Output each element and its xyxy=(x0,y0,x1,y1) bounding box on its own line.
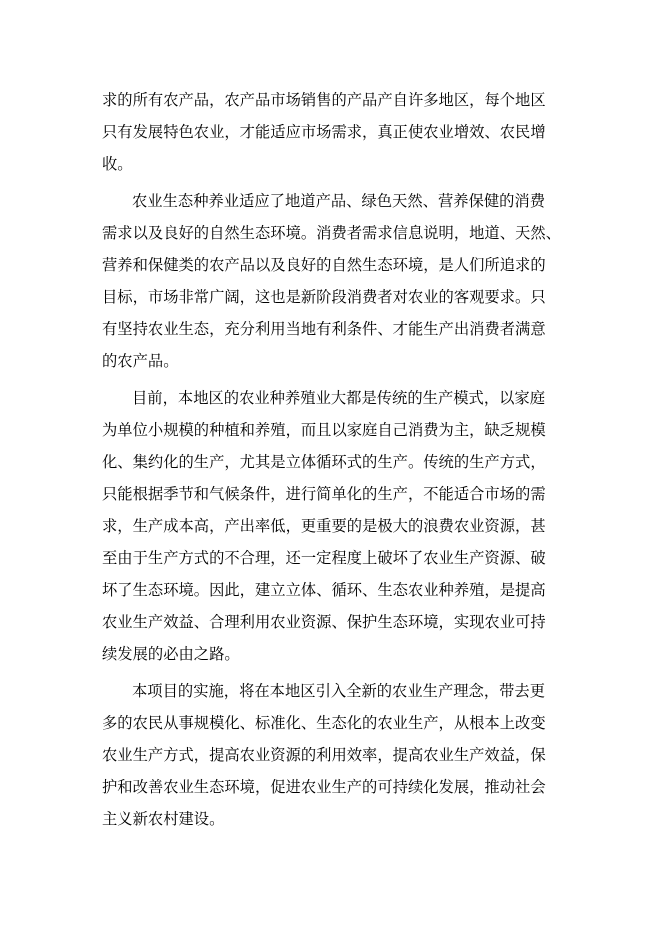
text-line: 的农产品。 xyxy=(102,352,179,370)
text-line: 只能根据季节和气候条件，进行简单化的生产，不能适合市场的需 xyxy=(102,485,546,503)
text-line: 化、集约化的生产，尤其是立体循环式的生产。传统的生产方式， xyxy=(102,453,546,471)
text-line: 求的所有农产品，农产品市场销售的产品产自许多地区，每个地区 xyxy=(102,91,546,109)
text-line: 续发展的必由之路。 xyxy=(102,645,240,663)
text-line: 坏了生态环境。因此，建立立体、循环、生态农业种养殖，是提高 xyxy=(102,581,546,599)
text-line: 需求以及良好的自然生态环境。消费者需求信息说明，地道、天然、 xyxy=(102,224,561,242)
text-line: 只有发展特色农业，才能适应市场需求，真正使农业增效、农民增 xyxy=(102,123,546,141)
text-line: 农业生产方式，提高农业资源的利用效率，提高农业生产效益，保 xyxy=(102,746,546,764)
text-line: 农业生态种养业适应了地道产品、绿色天然、营养保健的消费 xyxy=(132,192,546,210)
text-line: 护和改善农业生态环境，促进农业生产的可持续化发展，推动社会 xyxy=(102,778,546,796)
text-line: 目前，本地区的农业种养殖业大都是传统的生产模式，以家庭 xyxy=(132,389,546,407)
text-line: 农业生产效益、合理利用农业资源、保护生态环境，实现农业可持 xyxy=(102,613,546,631)
text-line: 本项目的实施，将在本地区引入全新的农业生产理念，带去更 xyxy=(132,682,546,700)
text-line: 求，生产成本高，产出率低，更重要的是极大的浪费农业资源，甚 xyxy=(102,517,546,535)
text-line: 多的农民从事规模化、标准化、生态化的农业生产，从根本上改变 xyxy=(102,714,546,732)
text-line: 至由于生产方式的不合理，还一定程度上破坏了农业生产资源、破 xyxy=(102,549,546,567)
text-line: 为单位小规模的种植和养殖，而且以家庭自己消费为主，缺乏规模 xyxy=(102,421,546,439)
text-line: 收。 xyxy=(102,155,133,173)
text-line: 有坚持农业生态，充分利用当地有利条件、才能生产出消费者满意 xyxy=(102,320,546,338)
text-line: 主义新农村建设。 xyxy=(102,810,225,828)
text-line: 目标，市场非常广阔，这也是新阶段消费者对农业的客观要求。只 xyxy=(102,288,546,306)
text-line: 营养和保健类的农产品以及良好的自然生态环境，是人们所追求的 xyxy=(102,256,546,274)
